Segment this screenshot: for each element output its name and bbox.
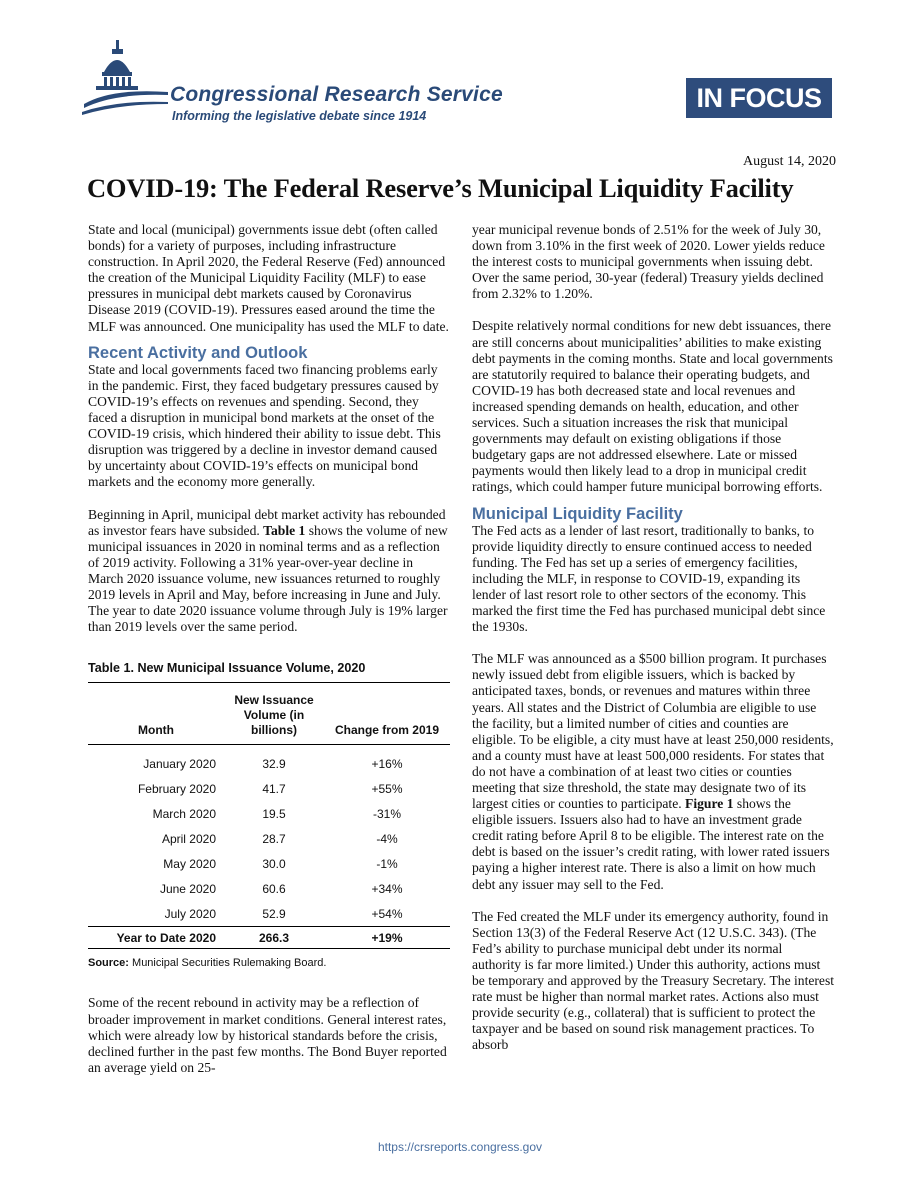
capitol-dome-logo <box>82 38 168 118</box>
left-column <box>88 222 450 1092</box>
table-row: February 2020 41.7 +55% <box>137 781 403 796</box>
table-reference: Table 1 <box>263 522 306 538</box>
publication-date: August 14, 2020 <box>743 154 836 169</box>
col-header-volume: New Issuance Volume (in billions) <box>234 693 314 738</box>
table-title: Table 1. New Municipal Issuance Volume, 2020 <box>88 661 366 676</box>
table-total-row: Year to Date 2020 266.3 +19% <box>88 927 450 949</box>
col-header-month: Month <box>138 723 174 738</box>
org-name: Congressional Research Service <box>170 83 503 106</box>
body-paragraph: Despite relatively normal conditions for new debt issuances, there are still concerns about municipalities’ abilities to make existing debt payments in the coming months. State and local governments are statutorily required to balance their operating budgets, and COVID-19 has both decreased state and local revenues and increased spending demands on health, education, and other services. Such a situation increases the risk that municipal governments may default on existing obligations if those budgetary gaps are not addressed elsewhere. Late or missed payments would then likely lead to a drop in municipal credit ratings, which could hamper future municipal borrowing efforts. <box>472 318 833 495</box>
body-paragraph: The MLF was announced as a $500 billion program. It purchases newly issued debt from eligible issuers, which is backed by anticipated taxes, bonds, or revenues and matures within three years. All states and the District of Columbia are eligible to use the facility, but a limited number of cities and counties are eligible. To be eligible, a city must have at least 250,000 residents, and a county must have at least 500,000 residents. For states that do not have a combination of at least two cities or counties meeting that size threshold, the state may designate two of its largest cities or counties to participate. Figure 1 shows the eligible issuers. Issuers also had to have an investment grade credit rating before April 8 to be eligible. The interest rate on the debt is based on the issuer’s credit rating, with lower rated issuers paying a higher interest rate. There is also a limit on how much debt any issuer may sell to the Fed. <box>472 651 834 892</box>
figure-reference: Figure 1 <box>685 796 734 812</box>
body-paragraph: State and local governments faced two financing problems early in the pandemic. First, they faced budgetary pressures caused by COVID-19’s effects on revenues and spending. Second, they faced a disruption in municipal bond markets at the onset of the COVID-19 crisis, which hindered their ability to issue debt. This disruption was triggered by a decline in investor demand caused by uncertainty about COVID-19’s effects on municipal bond markets and the economy more generally. <box>88 361 441 490</box>
table-row: January 2020 32.9 +16% <box>143 756 403 771</box>
org-tagline: Informing the legislative debate since 1914 <box>172 109 427 123</box>
body-paragraph: year municipal revenue bonds of 2.51% for the week of July 30, down from 3.10% in the first week of 2020. Lower yields reduce the interest costs to municipal governments when issuing debt. Over the same period, 30-year (federal) Treasury yields declined from 2.32% to 1.20%. <box>472 222 825 302</box>
table-row: July 2020 52.9 +54% <box>164 906 403 921</box>
table-source: Source: Municipal Securities Rulemaking Board. <box>88 957 327 970</box>
table-row: June 2020 60.6 +34% <box>159 881 403 896</box>
body-paragraph: The Fed created the MLF under its emergency authority, found in Section 13(3) of the Federal Reserve Act (12 U.S.C. 343). (The Fed’s ability to purchase municipal debt under its normal authority is far more limited.) Under this authority, actions must be temporary and approved by the Treasury Secretary. The interest rate must be higher than normal market rates. Actions also must provide security (e.g., collateral) that is sufficient to protect the taxpayer and be based on sound risk management practices. To absorb <box>472 908 835 1053</box>
table-row: March 2020 19.5 -31% <box>152 806 401 821</box>
in-focus-badge: IN FOCUS <box>686 78 832 118</box>
body-paragraph: Beginning in April, municipal debt market activity has rebounded as investor fears have subsided. Table 1 shows the volume of new municipal issuances in 2020 in nominal terms and as a reflection of 2019 activity. Following a 31% year-over-year decline in March 2020 issuance volume, new issuances returned to roughly 2019 levels in April and May, before increasing in June and July. The year to date 2020 issuance volume through July is 19% larger than 2019 levels over the same period. <box>88 506 448 635</box>
body-paragraph: Some of the recent rebound in activity may be a reflection of broader improvement in market conditions. General interest rates, which were already low by historical standards before the crisis, declined further in the past few months. The Bond Buyer reported an average yield on 25- <box>88 995 447 1075</box>
right-column <box>472 222 834 1070</box>
issuance-table <box>88 682 450 949</box>
table-row: May 2020 30.0 -1% <box>163 856 398 871</box>
intro-paragraph: State and local (municipal) governments issue debt (often called bonds) for a variety of purposes, including infrastructure construction. In April 2020, the Federal Reserve (Fed) announced the creation of the Municipal Liquidity Facility (MLF) to ease pressures in municipal debt markets caused by Coronavirus Disease 2019 (COVID-19). Pressures eased around the time the MLF was announced. One municipality has used the MLF to date. <box>88 222 449 334</box>
body-paragraph: The Fed acts as a lender of last resort, traditionally to banks, to provide liquidity directly to ensure continued access to needed funding. The Fed has set up a series of emergency facilities, including the MLF, in response to COVID-19, expanding its lender of last resort role to other sectors of the economy. This marked the first time the Fed has purchased municipal debt since the 1930s. <box>472 522 826 635</box>
page-title: COVID-19: The Federal Reserve’s Municipal Liquidity Facility <box>87 173 794 203</box>
col-header-change: Change from 2019 <box>334 723 440 738</box>
table-row: April 2020 28.7 -4% <box>161 831 398 846</box>
section-heading-mlf: Municipal Liquidity Facility <box>472 504 683 523</box>
footer-url[interactable]: https://crsreports.congress.gov <box>377 1140 543 1154</box>
table-header-row <box>88 683 450 745</box>
section-heading-recent-activity: Recent Activity and Outlook <box>88 343 308 362</box>
